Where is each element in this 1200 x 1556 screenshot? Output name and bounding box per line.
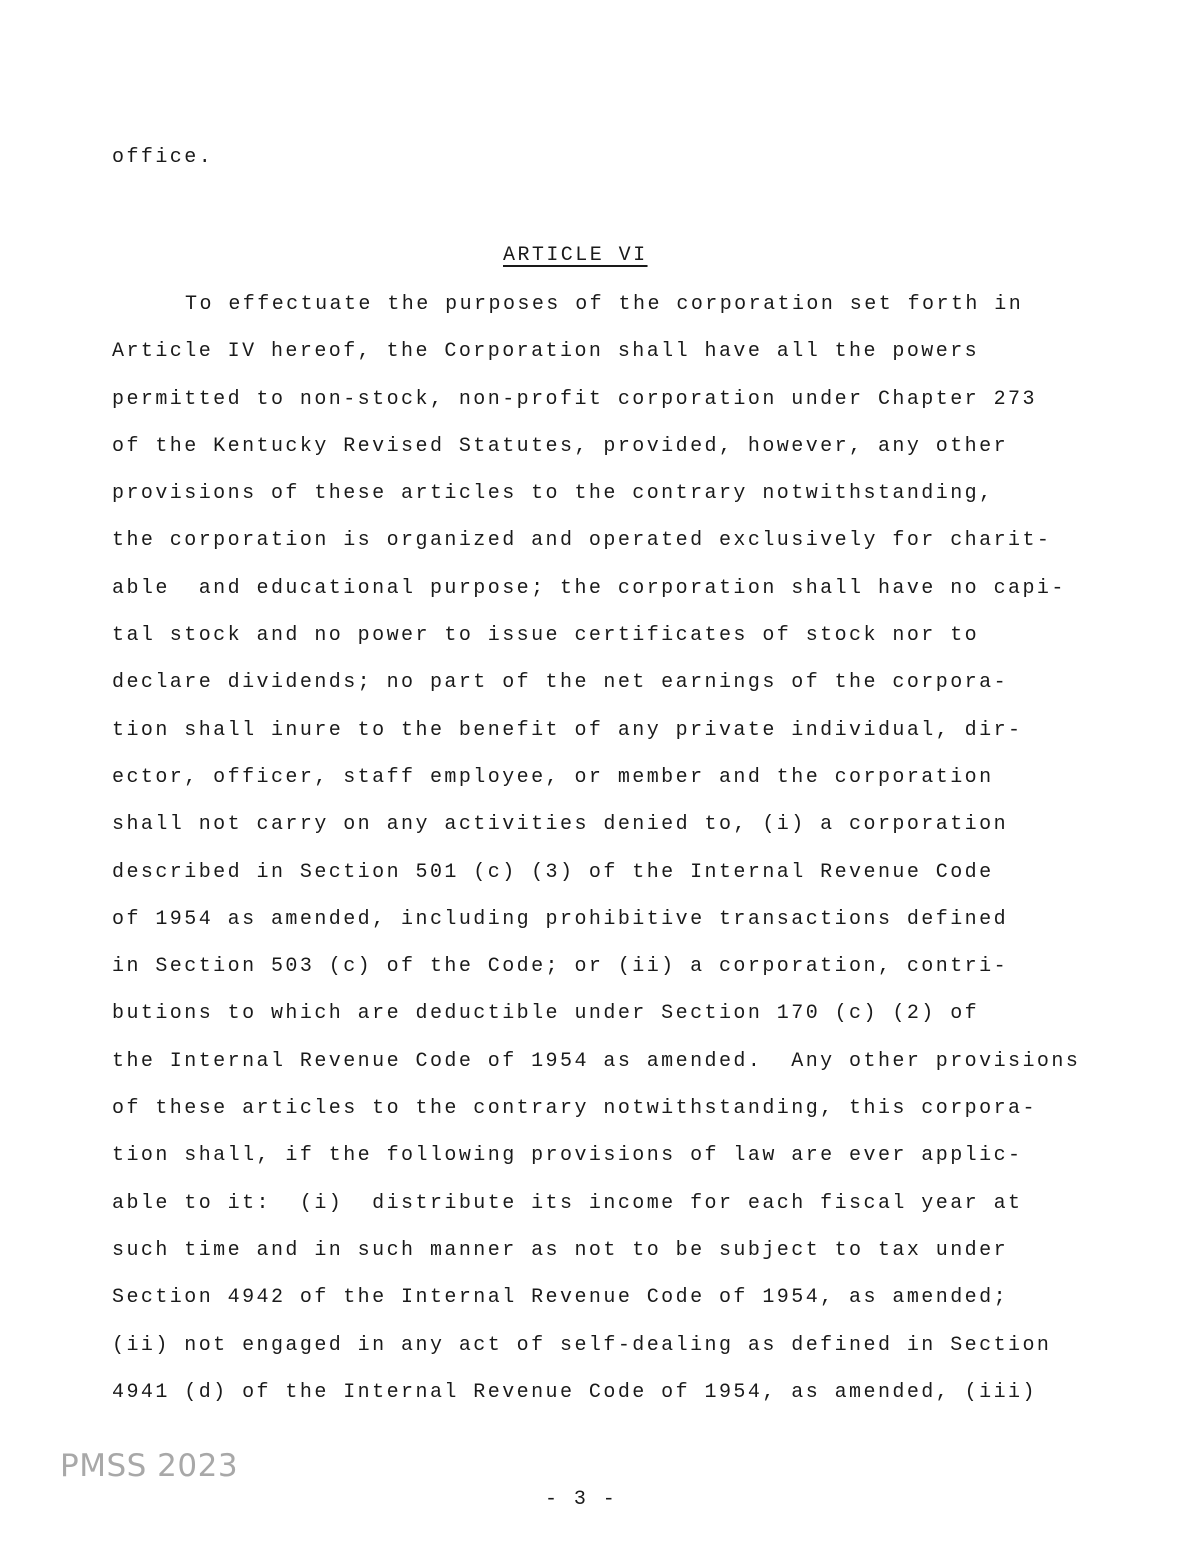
text-line: of 1954 as amended, including prohibitive transactions defined [112,907,1009,931]
text-line: (ii) not engaged in any act of self-dealing as defined in Section [112,1333,1052,1357]
text-line: permitted to non-stock, non-profit corporation under Chapter 273 [112,387,1037,411]
text-line: To effectuate the purposes of the corporation set forth in [185,293,1024,316]
watermark: PMSS 2023 [60,1448,239,1484]
text-line: Article IV hereof, the Corporation shall have all the powers [112,340,980,364]
text-line: tal stock and no power to issue certificates of stock nor to [112,624,980,648]
text-line: such time and in such manner as not to be subject to tax under [112,1238,1009,1262]
text-line: butions to which are deductible under Section 170 (c) (2) of [112,1002,980,1026]
text-line: shall not carry on any activities denied to, (i) a corporation [112,813,1009,837]
text-line: declare dividends; no part of the net earnings of the corpora- [112,671,1009,695]
text-line: the corporation is organized and operated exclusively for charit- [112,529,1052,553]
text-line: Section 4942 of the Internal Revenue Code of 1954, as amended; [112,1286,1009,1310]
previous-page-continuation: office. [112,146,214,169]
text-line: tion shall inure to the benefit of any private individual, dir- [112,718,1023,742]
text-line: described in Section 501 (c) (3) of the Internal Revenue Code [112,860,994,884]
text-line: provisions of these articles to the contrary notwithstanding, [112,482,994,506]
text-line: in Section 503 (c) of the Code; or (ii) a corporation, contri- [112,955,1009,979]
text-line: of the Kentucky Revised Statutes, provided, however, any other [112,434,1009,458]
article-heading: ARTICLE VI [503,244,648,267]
text-line: 4941 (d) of the Internal Revenue Code of 1954, as amended, (iii) [112,1380,1037,1404]
text-line: able and educational purpose; the corporation shall have no capi- [112,576,1066,600]
text-line: able to it: (i) distribute its income for each fiscal year at [112,1191,1023,1215]
text-line: tion shall, if the following provisions of law are ever applic- [112,1144,1023,1168]
page-number: - 3 - [545,1488,618,1511]
text-line: of these articles to the contrary notwithstanding, this corpora- [112,1097,1037,1121]
text-line: the Internal Revenue Code of 1954 as amended. Any other provisions [112,1049,1081,1073]
article-body [112,292,1080,1427]
text-line: ector, officer, staff employee, or member and the corporation [112,765,994,789]
